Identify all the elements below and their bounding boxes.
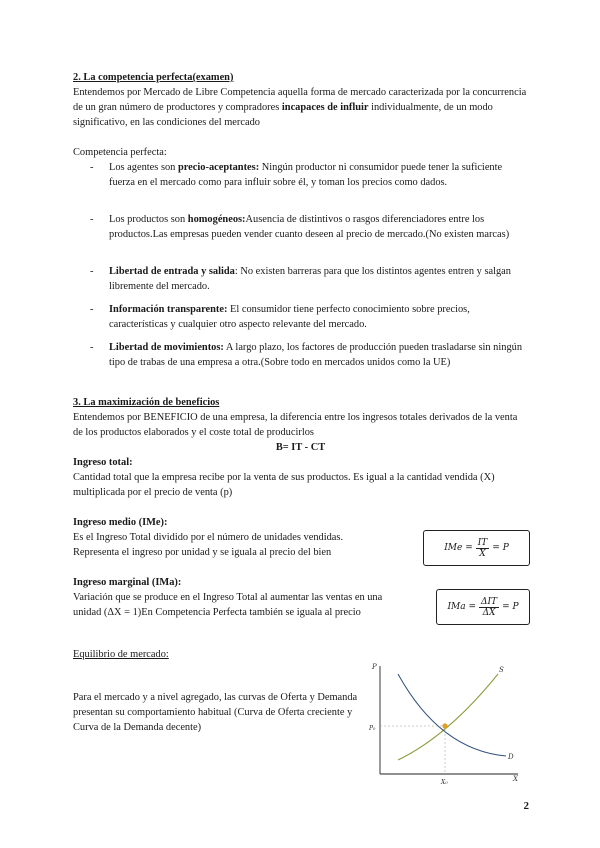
bullet-homogeneos: - Los productos son homogéneos:Ausencia de distintivos o rasgos diferenciadores entre los productos.Las empresas pueden vender cuanto deseen al precio de mercado.(No existen marcas) <box>90 214 510 240</box>
quantity-label: X₀ <box>441 779 448 786</box>
equilibrium-point <box>442 723 447 728</box>
price-label: P₀ <box>369 725 376 732</box>
supply-demand-graph <box>368 660 528 790</box>
bullet-precio-aceptantes: - Los agentes son precio-aceptantes: Ningún productor ni consumidor puede tener la suficiente fuerza en el mercado como para influir sobre él, y toman los precios como dados. <box>90 162 503 188</box>
y-axis-label: P <box>372 663 377 671</box>
equilibrio-heading-block <box>73 647 323 662</box>
section-3 <box>73 395 528 500</box>
bullet-libertad-entrada: - Libertad de entrada y salida: No existen barreras para que los distintos agentes entren y salgan libremente del mercado. <box>90 266 511 292</box>
section-3-heading: 3. La maximización de beneficios <box>73 397 220 408</box>
ingreso-marginal-title: Ingreso marginal (IMa): <box>73 577 182 588</box>
ingreso-medio: Ingreso medio (IMe): Es el Ingreso Total dividido por el número de unidades vendidas. Representa el ingreso por unidad y se iguala al precio del bien <box>73 515 413 560</box>
competencia-perfecta-title: Competencia perfecta: <box>73 147 167 158</box>
demand-curve <box>398 674 506 756</box>
ingreso-medio-title: Ingreso medio (IMe): <box>73 517 168 528</box>
beneficio-formula: B= IT - CT <box>275 442 326 453</box>
equilibrio-heading: Equilibrio de mercado: <box>73 649 169 660</box>
ingreso-marginal: Ingreso marginal (IMa): Variación que se produce en el Ingreso Total al aumentar las ventas en una unidad (ΔX = 1)En Competencia Perfecta también se iguala al precio <box>73 575 418 620</box>
section-2-heading: 2. La competencia perfecta(examen) <box>73 72 234 83</box>
supply-curve <box>398 674 498 760</box>
supply-label: S <box>499 666 504 674</box>
bullet-libertad-movimientos: - Libertad de movimientos: A largo plazo, los factores de producción pueden trasladarse sin ningún tipo de trabas de una empresa a otra.(Sobre todo en mercados unidos como la UE) <box>90 342 523 368</box>
section-2 <box>73 70 528 130</box>
ingreso-total-title: Ingreso total: <box>73 457 133 468</box>
demand-label: D <box>508 753 514 761</box>
page-number: 2 <box>523 800 529 812</box>
equilibrio-text: Para el mercado y a nivel agregado, las curvas de Oferta y Demanda presentan su comportamiento habitual (Curva de Oferta creciente y Curva de la Demanda decente) <box>73 692 358 733</box>
section-2-intro: Entendemos por Mercado de Libre Competencia aquella forma de mercado caracterizada por la concurrencia de un gran número de productores y compradores incapaces de influir individualmente, de un modo significativo, en las condiciones del mercado <box>73 87 527 128</box>
ima-formula: IMa = $\frac{\text{ΔIT}}{\Delta X}$ = P <box>436 589 530 625</box>
beneficio-definition: Entendemos por BENEFICIO de una empresa, la diferencia entre los ingresos totales derivados de la venta de los productos elaborados y el coste total de producirlos <box>73 412 518 438</box>
x-axis-label: X <box>513 775 518 783</box>
ingreso-total-text: Cantidad total que la empresa recibe por la venta de sus productos. Es igual a la cantidad vendida (X) multiplicada por el precio de venta (p) <box>73 472 495 498</box>
bullet-informacion: - Información transparente: El consumidor tiene perfecto conocimiento sobre precios, características y cualquier otro aspecto relevante del mercado. <box>90 304 470 330</box>
ime-formula: IMe = $\frac{IT}{X}$ = P <box>423 530 530 566</box>
